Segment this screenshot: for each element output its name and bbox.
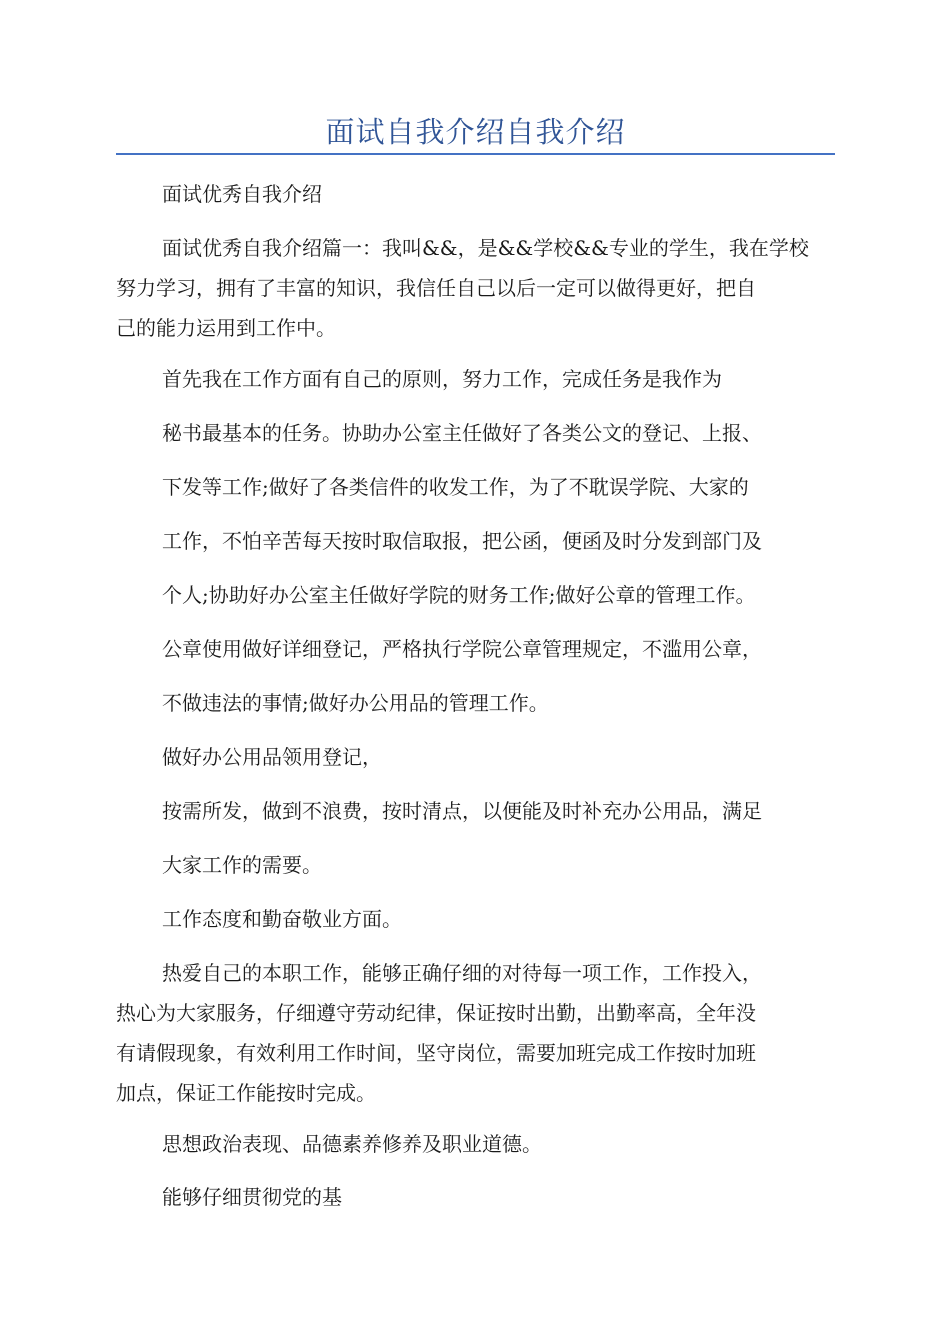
paragraph-5: 能够仔细贯彻党的基: [162, 1185, 342, 1209]
paragraph-1: [116, 228, 835, 348]
paragraph-line: 热爱自己的本职工作，能够正确仔细的对待每一项工作，工作投入，: [162, 961, 762, 985]
paragraph-line: 公章使用做好详细登记，严格执行学院公章管理规定，不滥用公章，: [162, 637, 762, 661]
paragraph-2: [162, 352, 835, 946]
paragraph-line: 工作，不怕辛苦每天按时取信取报，把公函，便函及时分发到部门及: [162, 529, 762, 553]
paragraph-line: 做好办公用品领用登记，: [162, 745, 382, 769]
document-subtitle: 面试优秀自我介绍: [162, 182, 322, 206]
paragraph-line: 不做违法的事情;做好办公用品的管理工作。: [162, 691, 549, 715]
paragraph-4: 思想政治表现、品德素养修养及职业道德。: [162, 1132, 542, 1156]
paragraph-line: 热心为大家服务，仔细遵守劳动纪律，保证按时出勤，出勤率高，全年没: [116, 1001, 756, 1025]
paragraph-line: 己的能力运用到工作中。: [116, 316, 336, 340]
paragraph-line: 按需所发，做到不浪费，按时清点，以便能及时补充办公用品，满足: [162, 799, 762, 823]
paragraph-line: 努力学习，拥有了丰富的知识，我信任自己以后一定可以做得更好，把自: [116, 276, 756, 300]
paragraph-line: 加点，保证工作能按时完成。: [116, 1081, 376, 1105]
paragraph-line: 工作态度和勤奋敬业方面。: [162, 907, 402, 931]
paragraph-line: 首先我在工作方面有自己的原则，努力工作，完成任务是我作为: [162, 367, 722, 391]
paragraph-line: 大家工作的需要。: [162, 853, 322, 877]
paragraph-3: [116, 953, 835, 1113]
title-underline: [116, 153, 835, 155]
paragraph-line: 秘书最基本的任务。协助办公室主任做好了各类公文的登记、上报、: [162, 421, 762, 445]
paragraph-line: 面试优秀自我介绍篇一：我叫&&，是&&学校&&专业的学生，我在学校: [162, 236, 809, 260]
paragraph-line: 有请假现象，有效利用工作时间，坚守岗位，需要加班完成工作按时加班: [116, 1041, 756, 1065]
paragraph-line: 个人;协助好办公室主任做好学院的财务工作;做好公章的管理工作。: [162, 583, 756, 607]
paragraph-line: 下发等工作;做好了各类信件的收发工作，为了不耽误学院、大家的: [162, 475, 749, 499]
document-title: 面试自我介绍自我介绍: [325, 115, 626, 149]
